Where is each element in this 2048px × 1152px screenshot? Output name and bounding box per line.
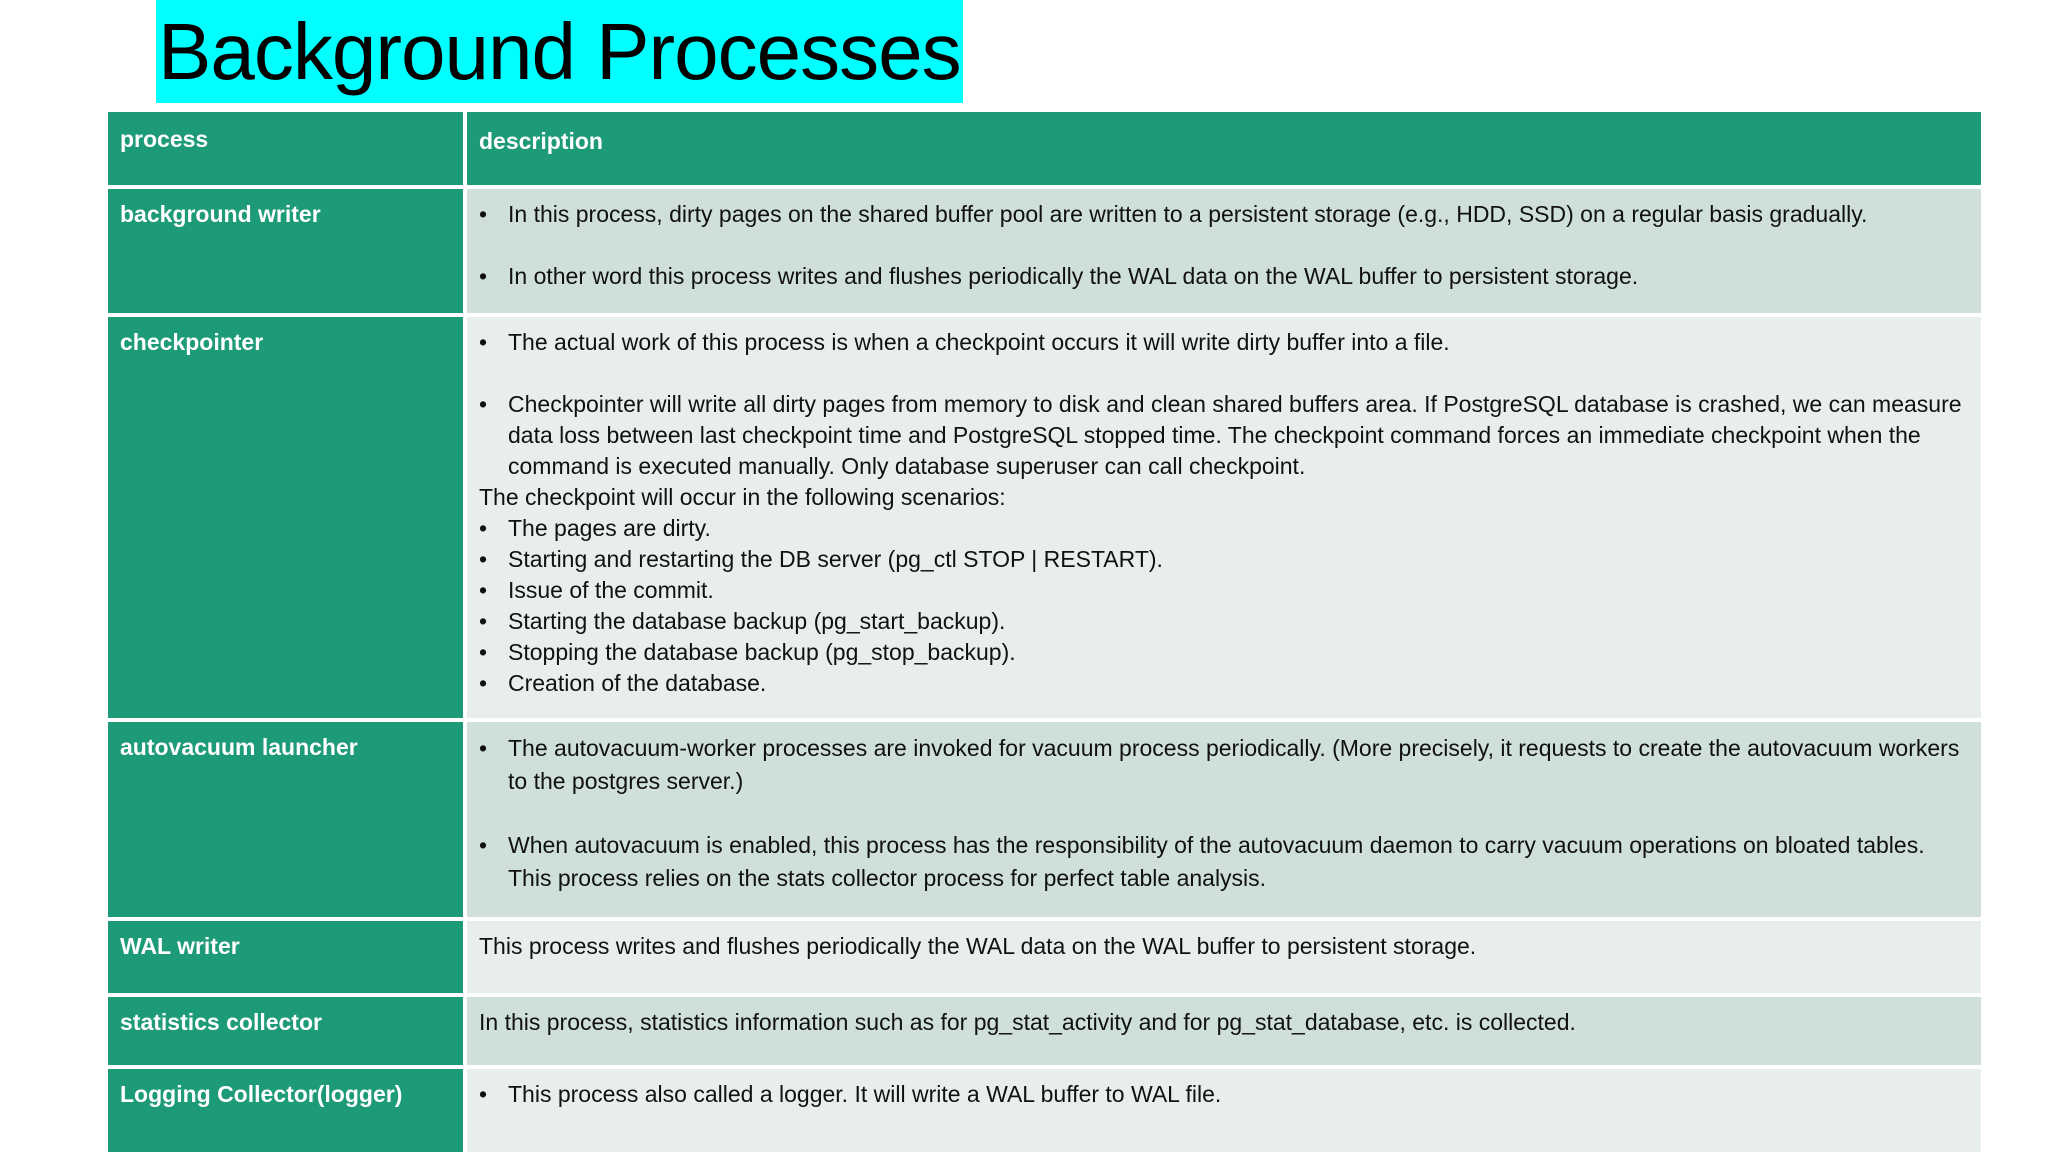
list-item: • Stopping the database backup (pg_stop_backup).	[479, 637, 1963, 668]
bullet-icon: •	[479, 832, 488, 858]
bullet-icon: •	[479, 263, 488, 289]
table-row-statistics-collector	[108, 997, 1981, 1069]
bullet-icon: •	[479, 515, 488, 541]
table-row-autovacuum-launcher	[108, 722, 1981, 921]
table-row-wal-writer	[108, 921, 1981, 997]
process-description	[467, 1069, 1981, 1152]
process-name: background writer	[108, 189, 467, 313]
bullet-icon: •	[479, 608, 488, 634]
table-row-logging-collector	[108, 1069, 1981, 1152]
process-description: This process writes and flushes periodically the WAL data on the WAL buffer to persistent storage.	[467, 921, 1981, 993]
list-item: • The pages are dirty.	[479, 513, 1963, 544]
header-process: process	[108, 112, 467, 185]
scenarios-intro: The checkpoint will occur in the following scenarios:	[479, 484, 1006, 510]
table-header	[108, 112, 1981, 189]
list-item: • Starting the database backup (pg_start_backup).	[479, 606, 1963, 637]
bullet-icon: •	[479, 329, 488, 355]
table-row-checkpointer	[108, 317, 1981, 722]
slide-title: Background Processes	[156, 0, 963, 103]
list-item: • In other word this process writes and flushes periodically the WAL data on the WAL buffer to persistent storage.	[479, 261, 1963, 292]
bullet-icon: •	[479, 577, 488, 603]
process-description	[467, 189, 1981, 313]
bullet-icon: •	[479, 735, 488, 761]
bullet-icon: •	[479, 391, 488, 417]
bullet-icon: •	[479, 1081, 488, 1107]
bullet-icon: •	[479, 670, 488, 696]
list-item: • Checkpointer will write all dirty pages from memory to disk and clean shared buffers area. If PostgreSQL database is crashed, we can measure data loss between last checkpoint time and PostgreSQL stopped time. The checkpoint command forces an immediate checkpoint when the command is executed manually. Only database superuser can call checkpoint.	[479, 389, 1963, 482]
process-description	[467, 317, 1981, 718]
process-description	[467, 722, 1981, 917]
process-name: autovacuum launcher	[108, 722, 467, 917]
bullet-icon: •	[479, 546, 488, 572]
list-item: • Creation of the database.	[479, 668, 1963, 699]
bullet-icon: •	[479, 201, 488, 227]
list-item: • The actual work of this process is when a checkpoint occurs it will write dirty buffer into a file.	[479, 327, 1963, 358]
table-row-background-writer	[108, 189, 1981, 317]
header-description: description	[467, 112, 1981, 185]
process-name: Logging Collector(logger)	[108, 1069, 467, 1152]
process-name: WAL writer	[108, 921, 467, 993]
list-item: • In this process, dirty pages on the shared buffer pool are written to a persistent storage (e.g., HDD, SSD) on a regular basis gradually.	[479, 199, 1963, 230]
list-item: • The autovacuum-worker processes are invoked for vacuum process periodically. (More precisely, it requests to create the autovacuum workers to the postgres server.)	[479, 732, 1963, 798]
process-name: statistics collector	[108, 997, 467, 1065]
list-item: • Issue of the commit.	[479, 575, 1963, 606]
list-item: • Starting and restarting the DB server (pg_ctl STOP | RESTART).	[479, 544, 1963, 575]
list-item: • When autovacuum is enabled, this process has the responsibility of the autovacuum daemon to carry vacuum operations on bloated tables. This process relies on the stats collector process for perfect table analysis.	[479, 829, 1963, 895]
process-name: checkpointer	[108, 317, 467, 718]
process-description: In this process, statistics information such as for pg_stat_activity and for pg_stat_database, etc. is collected.	[467, 997, 1981, 1065]
bullet-icon: •	[479, 639, 488, 665]
list-item: • This process also called a logger. It will write a WAL buffer to WAL file.	[479, 1079, 1963, 1110]
process-table	[108, 112, 1981, 1152]
